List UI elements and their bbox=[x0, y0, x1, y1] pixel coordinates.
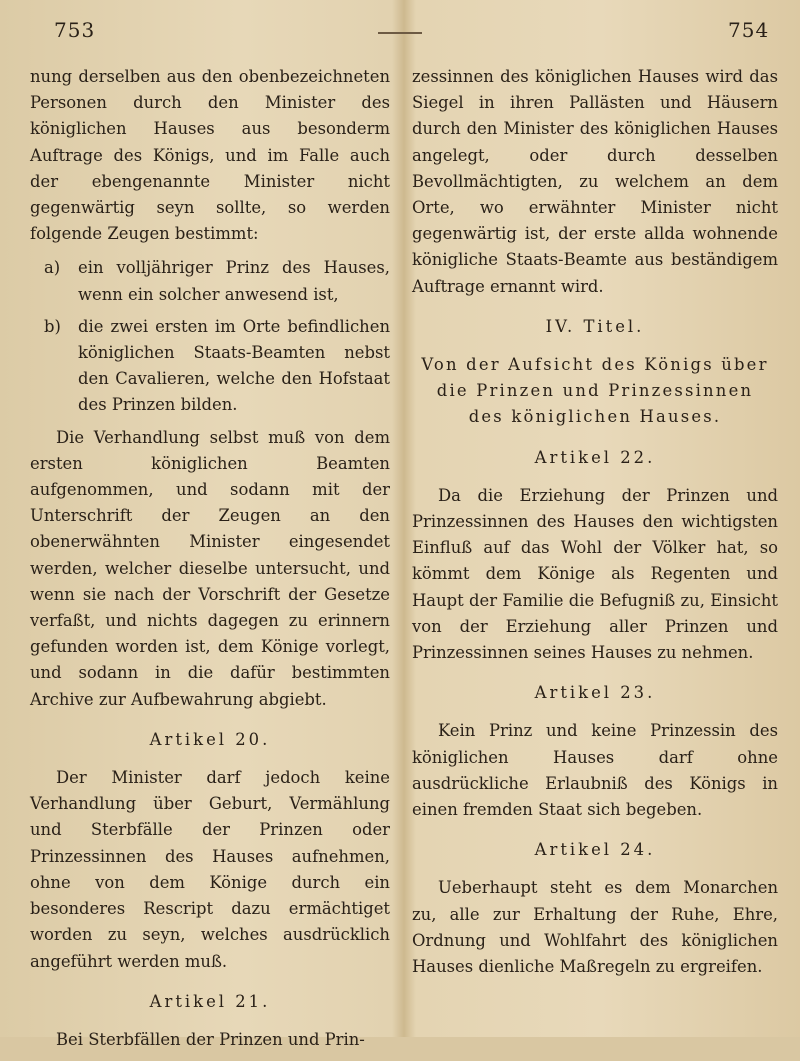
header-rule bbox=[378, 32, 422, 34]
article-22-heading: Artikel 22. bbox=[534, 447, 656, 467]
left-page bbox=[30, 64, 390, 1061]
article-23-heading: Artikel 23. bbox=[534, 683, 656, 703]
list-item-text: ein volljähriger Prinz des Hauses, wenn ein solcher anwesend ist, bbox=[78, 258, 390, 304]
paragraph-verhandlung: Die Verhandlung selbst muß von dem ersten königlichen Beamten aufgenommen, und sodann mit der Unterschrift der Zeugen an den obenerwähnten Minister eingesendet werden, welcher dieselbe untersucht, und wenn sie nach der Vorschrift der Gesetze verfaßt, und nichts dagegen zu erinnern gefunden worden ist, dem Könige vorlegt, und sodann in die dafür bestimmten Archive zur Aufbewahrung abgiebt. bbox=[30, 427, 390, 709]
title-iv-heading: IV. Titel. bbox=[545, 316, 645, 336]
title-line: Von der Aufsicht des Königs über bbox=[421, 355, 769, 375]
paragraph-continuation: nung derselben aus den obenbezeichneten Personen durch den Minister des königlichen Hauses aus besonderm Auftrage des Königs, und im Falle auch der ebengenannte Minister nicht gegenwärtig seyn sollte, so werden folgende Zeugen bestimmt: bbox=[30, 67, 390, 244]
article-22-text: Da die Erziehung der Prinzen und Prinzessinnen des Hauses den wichtigsten Einfluß auf das Wohl der Völker hat, so kömmt dem Könige als Regenten und Haupt der Familie die Befugniß zu, Einsicht von der Erziehung aller Prinzen und Prinzessinnen seines Hauses zu nehmen. bbox=[412, 485, 778, 663]
title-line: die Prinzen und Prinzessinnen bbox=[436, 381, 754, 401]
article-24-text: Ueberhaupt steht es dem Monarchen zu, alle zur Erhaltung der Ruhe, Ehre, Ordnung und Wohlfahrt des königlichen Hauses dienliche Maßregeln zu ergreifen. bbox=[412, 878, 778, 977]
right-page bbox=[412, 64, 778, 988]
paragraph-continuation: zessinnen des königlichen Hauses wird das Siegel in ihren Pallästen und Häusern durch den Minister des königlichen Hauses angelegt, oder durch desselben Bevollmächtigten, zu welchem an dem Orte, wo erwähnter Minister nicht gegenwärtig ist, der erste allda wohnende königliche Staats-Beamte aus beständigem Auftrage ernannt wird. bbox=[412, 67, 778, 296]
article-20-text: Der Minister darf jedoch keine Verhandlung über Geburt, Vermählung und Sterbfälle der Prinzen oder Prinzessinnen des Hauses aufnehmen, ohne von dem Könige durch ein besonderes Rescript dazu ermächtiget worden zu seyn, welches ausdrücklich angeführt werden muß. bbox=[30, 768, 390, 971]
list-item-label: a) bbox=[44, 258, 61, 278]
article-21-heading: Artikel 21. bbox=[149, 991, 271, 1011]
article-23-text: Kein Prinz und keine Prinzessin des königlichen Hauses darf ohne ausdrückliche Erlaubniß des Königs in einen fremden Staat sich begeben. bbox=[412, 721, 778, 820]
list-item bbox=[30, 255, 390, 307]
article-21-text: Bei Sterbfällen der Prinzen und Prin- bbox=[56, 1029, 365, 1049]
list-item-label: b) bbox=[44, 316, 61, 336]
article-20-heading: Artikel 20. bbox=[149, 729, 271, 749]
list-item-text: die zwei ersten im Orte befindlichen königlichen Staats-Beamten nebst den Cavalieren, welche den Hofstaat des Prinzen bilden. bbox=[78, 316, 390, 415]
article-24-heading: Artikel 24. bbox=[534, 840, 656, 860]
page-number-right: 754 bbox=[728, 18, 770, 42]
title-line: des königlichen Hauses. bbox=[468, 407, 722, 427]
page-number-left: 753 bbox=[54, 18, 96, 42]
title-iv-caption bbox=[412, 352, 778, 431]
list-item bbox=[30, 314, 390, 419]
